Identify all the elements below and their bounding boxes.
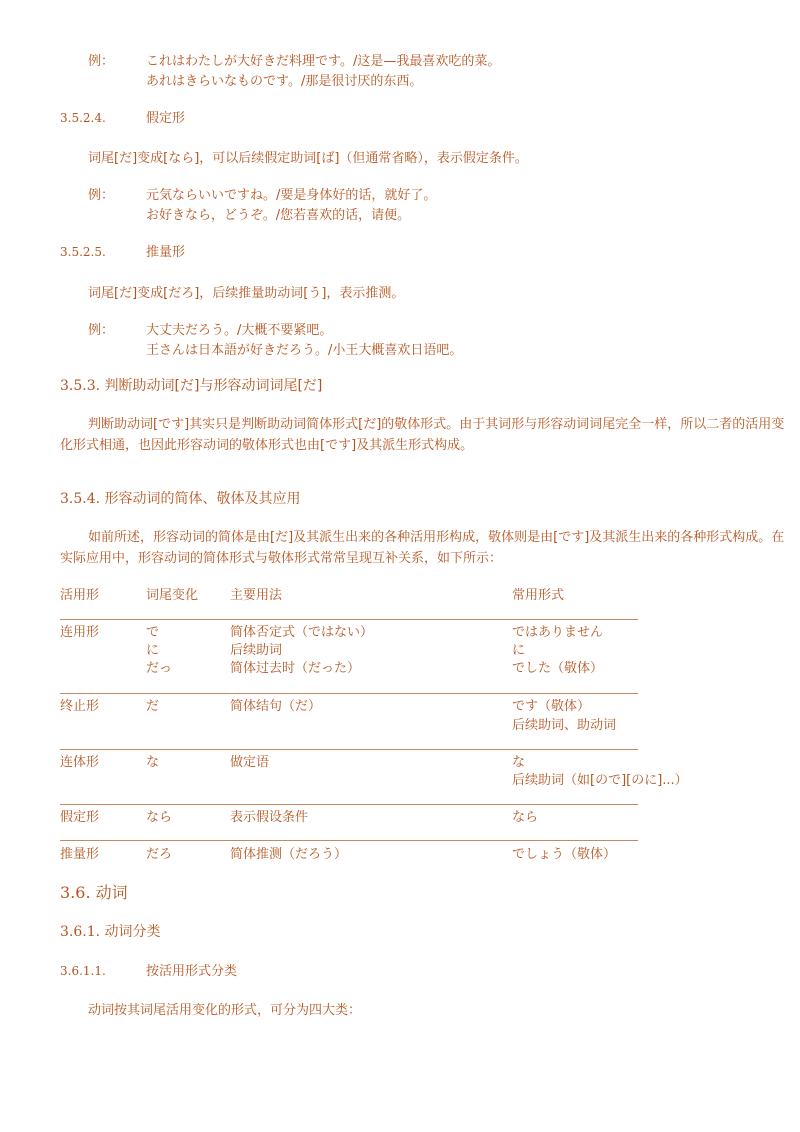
table-rule: [60, 804, 638, 805]
section-number: 3.6.1.1.: [60, 964, 106, 978]
table-cell-form: 连体形: [60, 755, 100, 770]
section-heading: [60, 377, 322, 396]
table-cell-common: 后续助词（如[ので][のに]...）: [512, 773, 688, 788]
section-title: 动词分类: [104, 924, 161, 940]
section-number: 3.5.2.4.: [60, 111, 106, 125]
example-label: 例：: [88, 323, 115, 338]
table-cell-common: ではありません: [512, 625, 604, 640]
example-sentence: お好きなら，どうぞ。/您若喜欢的话，请便。: [146, 208, 411, 223]
example-label: 例：: [88, 54, 115, 69]
table-cell-usage: 简体结句（だ）: [230, 699, 322, 714]
table-cell-ending: に: [146, 643, 160, 658]
table-rule: [60, 840, 638, 841]
table-cell-common: 后续助词、助动词: [512, 718, 617, 733]
table-rule: [60, 749, 638, 750]
table-cell-common: な: [512, 755, 526, 770]
section-title: 按活用形式分类: [146, 964, 238, 979]
table-header: 常用形式: [512, 588, 565, 603]
paragraph: 动词按其词尾活用变化的形式，可分为四大类：: [88, 1003, 362, 1018]
section-number: 3.5.2.5.: [60, 245, 106, 259]
table-rule: [60, 619, 638, 620]
section-number: 3.6.1.: [60, 924, 101, 940]
table-cell-common: なら: [512, 810, 539, 825]
example-sentence: 元気ならいいですね。/要是身体好的话，就好了。: [146, 188, 437, 203]
paragraph: 如前所述，形容动词的简体是由[だ]及其派生出来的各种活用形构成，敬体则是由[です]及其派生出来的各种形式构成。在实际应用中，形容动词的简体形式与敬体形式常常呈现互补关系，如下所示：: [60, 530, 785, 566]
paragraph: 判断助动词[です]其实只是判断助动词简体形式[だ]的敬体形式。由于其词形与形容动词词尾完全一样，所以二者的活用变化形式相通，也因此形容动词的敬体形式也由[です]及其派生形式构成。: [60, 417, 785, 453]
section-number: 3.5.4.: [60, 491, 101, 507]
table-cell-ending: で: [146, 625, 160, 640]
section-title: 判断助动词[だ]与形容动词词尾[だ]: [104, 378, 323, 394]
table-cell-form: 连用形: [60, 625, 100, 640]
table-rule: [60, 693, 638, 694]
paragraph: 词尾[だ]变成[だろ]，后续推量助动词[う]，表示推测。: [88, 286, 405, 301]
section-title: 推量形: [146, 245, 186, 260]
table-cell-ending: だっ: [146, 661, 173, 676]
table-cell-usage: 简体过去时（だった）: [230, 661, 361, 676]
section-heading: [60, 923, 161, 942]
section-title: 假定形: [146, 111, 186, 126]
table-cell-form: 假定形: [60, 810, 100, 825]
example-sentence: あれはきらいなものです。/那是很讨厌的东西。: [146, 74, 423, 89]
table-header: 主要用法: [230, 588, 283, 603]
table-cell-usage: 简体否定式（ではない）: [230, 625, 374, 640]
table-cell-usage: 做定语: [230, 755, 270, 770]
example-sentence: 王さんは日本語が好きだろう。/小王大概喜欢日语吧。: [146, 343, 463, 358]
table-cell-usage: 简体推测（だろう）: [230, 847, 348, 862]
section-heading: [60, 490, 301, 509]
table-header: 活用形: [60, 588, 100, 603]
table-cell-form: 推量形: [60, 847, 100, 862]
paragraph: 词尾[だ]变成[なら]，可以后续假定助词[ば]（但通常省略），表示假定条件。: [88, 151, 528, 166]
example-label: 例：: [88, 188, 115, 203]
section-number: 3.5.3.: [60, 378, 101, 394]
table-cell-ending: だ: [146, 699, 160, 714]
example-sentence: これはわたしが大好きだ料理です。/这是—我最喜欢吃的菜。: [146, 54, 501, 69]
table-header: 词尾变化: [146, 588, 199, 603]
table-cell-common: です（敬体）: [512, 699, 591, 714]
table-cell-common: でした（敬体）: [512, 661, 604, 676]
table-cell-form: 终止形: [60, 699, 100, 714]
table-cell-usage: 后续助词: [230, 643, 283, 658]
example-sentence: 大丈夫だろう。/大概不要紧吧。: [146, 323, 333, 338]
table-cell-ending: なら: [146, 810, 173, 825]
section-title: 形容动词的简体、敬体及其应用: [104, 491, 301, 507]
table-cell-ending: だろ: [146, 847, 173, 862]
table-cell-usage: 表示假设条件: [230, 810, 309, 825]
table-cell-ending: な: [146, 755, 160, 770]
section-number: 3.6.: [60, 883, 91, 902]
table-cell-common: に: [512, 643, 526, 658]
section-title: 动词: [95, 883, 128, 902]
chapter-heading: [60, 883, 128, 902]
table-cell-common: でしょう（敬体）: [512, 847, 617, 862]
